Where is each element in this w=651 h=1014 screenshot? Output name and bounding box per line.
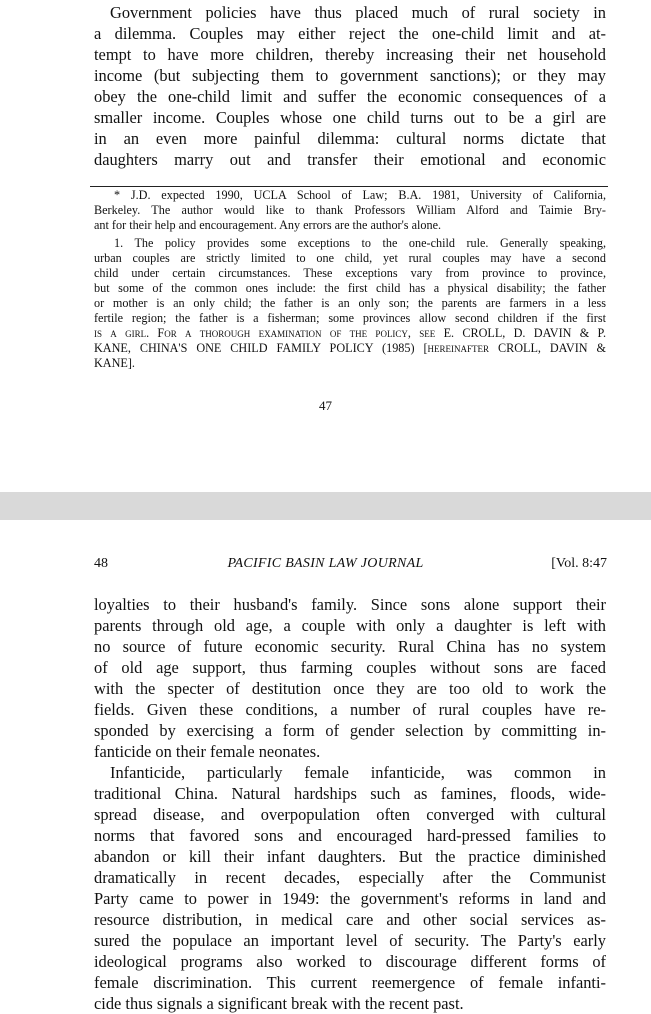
body-line: norms that favored sons and encouraged hard-pressed families to [94, 826, 606, 845]
body-line: in an even more painful dilemma: cultural norms dictate that [94, 129, 606, 148]
body-line: daughters marry out and transfer their emotional and economic [94, 150, 606, 169]
footnote-star-line: * J.D. expected 1990, UCLA School of Law; B.A. 1981, University of California, [114, 188, 606, 202]
body-line: no source of future economic security. Rural China has no system [94, 637, 606, 656]
body-line: sured the populace an important level of security. The Party's early [94, 931, 606, 950]
body-line: with the specter of destitution once they are too old to work the [94, 679, 606, 698]
body-line: Government policies have thus placed much of rural society in [110, 3, 606, 22]
footnote-star-line: Berkeley. The author would like to thank Professors William Alford and Taimie Bry- [94, 203, 606, 217]
footnote-1-line: but some of the common ones include: the first child has a physical disability; the father [94, 281, 606, 295]
body-line: obey the one-child limit and suffer the economic consequences of a [94, 87, 606, 106]
body-line: smaller income. Couples whose one child turns out to be a girl are [94, 108, 606, 127]
body-line: parents through old age, a couple with only a daughter is left with [94, 616, 606, 635]
footnote-1-line: 1. The policy provides some exceptions to the one-child rule. Generally speaking, [114, 236, 606, 250]
page-separator [0, 492, 651, 520]
footnote-1-line: child under certain circumstances. These exceptions vary from province to province, [94, 266, 606, 280]
body-line: traditional China. Natural hardships such as famines, floods, wide- [94, 784, 606, 803]
footnote-1-line: KANE]. [94, 356, 135, 370]
body-line: cide thus signals a significant break with the recent past. [94, 994, 464, 1013]
body-line: spread disease, and overpopulation often converged with cultural [94, 805, 606, 824]
body-line: abandon or kill their infant daughters. But the practice diminished [94, 847, 606, 866]
page-number: 47 [319, 398, 332, 413]
running-header-page-number: 48 [94, 556, 108, 571]
body-line: fanticide on their female neonates. [94, 742, 321, 761]
body-line: dramatically in recent decades, especially after the Communist [94, 868, 606, 887]
body-line: fields. Given these conditions, a number of rural couples have re- [94, 700, 606, 719]
footnote-1-line: fertile region; the father is a fisherman; some provinces allow second children if the first [94, 311, 606, 325]
body-line: ideological programs also worked to discourage different forms of [94, 952, 606, 971]
body-line: Infanticide, particularly female infanticide, was common in [110, 763, 606, 782]
footnote-1-line: KANE, CHINA'S ONE CHILD FAMILY POLICY (1985) [hereinafter CROLL, DAVIN & [94, 341, 606, 355]
footnote-1-line: urban couples are strictly limited to one child, yet rural couples may have a second [94, 251, 606, 265]
body-line: income (but subjecting them to government sanctions); or they may [94, 66, 606, 85]
body-line: resource distribution, in medical care and other social services as- [94, 910, 606, 929]
body-line: sponded by exercising a form of gender selection by committing in- [94, 721, 606, 740]
footnote-1-line: is a girl. For a thorough examination of the policy, see E. CROLL, D. DAVIN & P. [94, 326, 606, 340]
page-48 [0, 520, 651, 1013]
running-header-title: PACIFIC BASIN LAW JOURNAL [227, 556, 424, 571]
body-line: Party came to power in 1949: the government's reforms in land and [94, 889, 606, 908]
body-line: loyalties to their husband's family. Since sons alone support their [94, 595, 606, 614]
body-line: tempt to have more children, thereby increasing their net household [94, 45, 606, 64]
body-line: female discrimination. This current reemergence of female infanti- [94, 973, 606, 992]
footnote-divider [90, 186, 608, 187]
body-line: of old age support, thus farming couples without sons are faced [94, 658, 606, 677]
body-line: a dilemma. Couples may either reject the one-child limit and at- [94, 24, 606, 43]
running-header-volume: [Vol. 8:47 [551, 556, 607, 571]
page-47 [0, 0, 651, 492]
footnote-star-line: ant for their help and encouragement. Any errors are the author's alone. [94, 218, 442, 232]
footnote-1-line: or mother is an only child; the father is an only son; the parents are farmers in a less [94, 296, 606, 310]
